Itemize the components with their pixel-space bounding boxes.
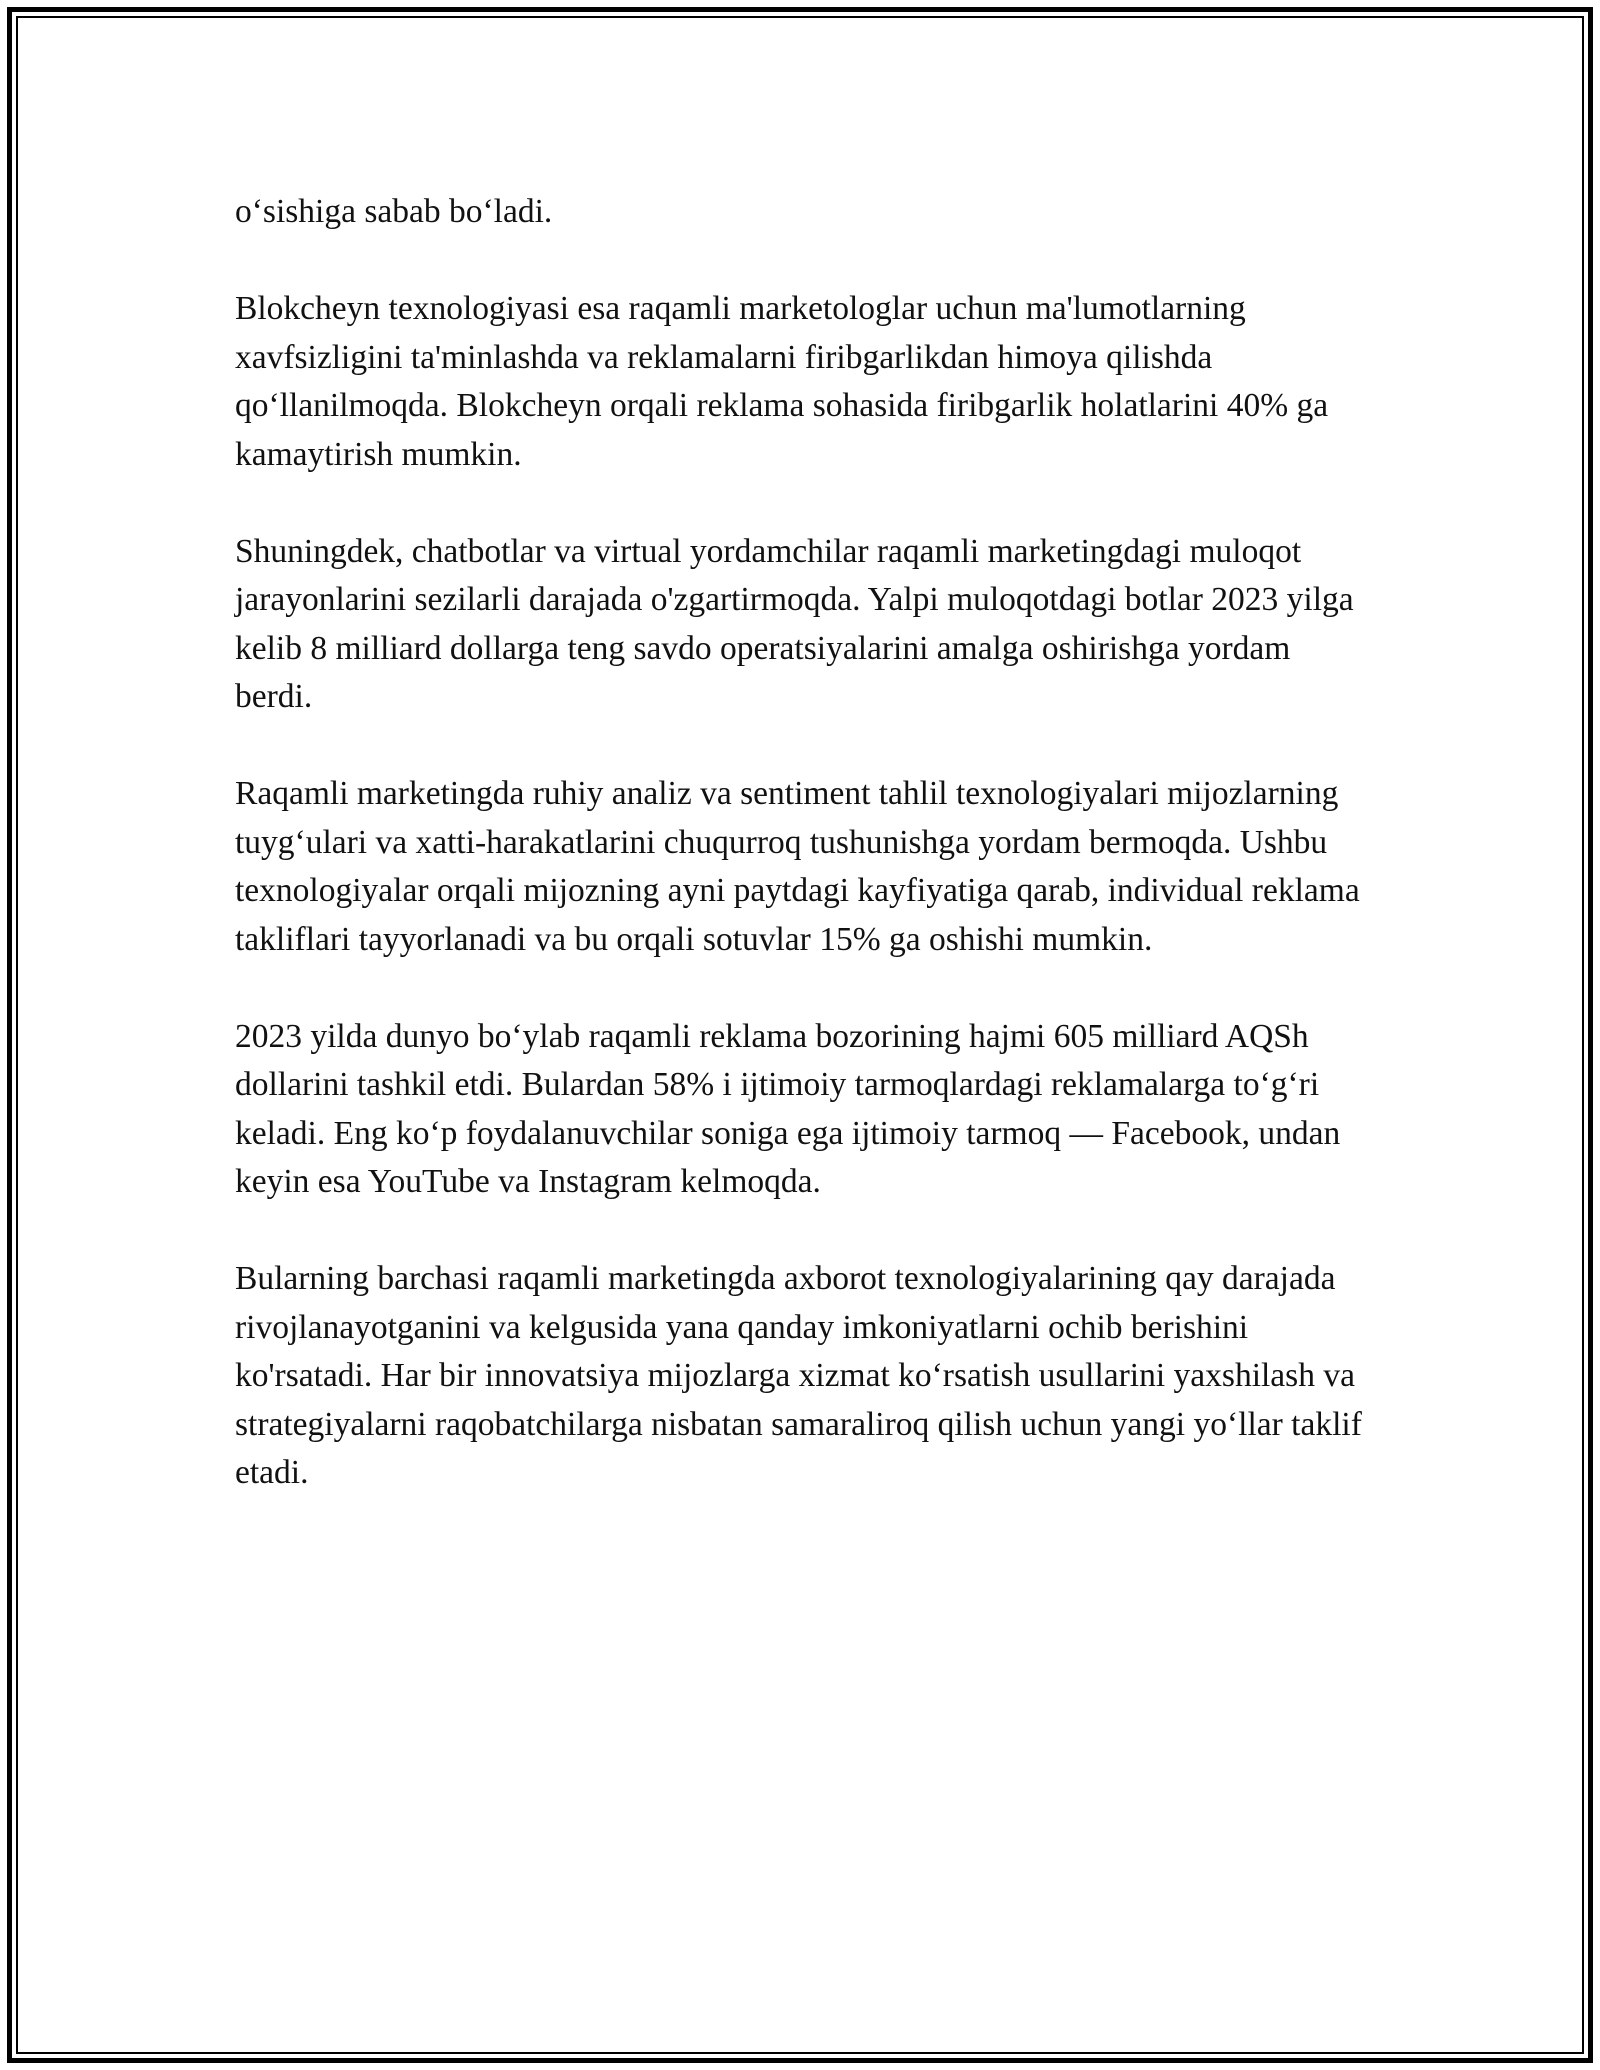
paragraph-chatbots: Shuningdek, chatbotlar va virtual yordamchilar raqamli marketingdagi muloqot jarayonlarini sezilarli darajada o'zgartirmoqda. Yalpi muloqotdagi botlar 2023 yilga kelib 8 milliard dollarga teng savdo operatsiyalarini amalga oshirishga yordam berdi.: [235, 532, 1354, 715]
paragraph-conclusion: Bularning barchasi raqamli marketingda axborot texnologiyalarining qay darajada rivojlanayotganini va kelgusida yana qanday imkoniyatlarni ochib berishini ko'rsatadi. Har bir innovatsiya mijozlarga xizmat ko‘rsatish usullarini yaxshilash va strategiyalarni raqobatchilarga nisbatan samaraliroq qilish uchun yangi yo‘llar taklif etadi.: [235, 1260, 1362, 1491]
paragraph-sentiment-analysis: Raqamli marketingda ruhiy analiz va sentiment tahlil texnologiyalari mijozlarning tuyg‘ulari va xatti-harakatlarini chuqurroq tushunishga yordam bermoqda. Ushbu texnologiyalar orqali mijozning ayni paytdagi kayfiyatiga qarab, individual reklama takliflari tayyorlanadi va bu orqali sotuvlar 15% ga oshishi mumkin.: [235, 775, 1360, 958]
paragraph-continuation: o‘sishiga sabab bo‘ladi.: [235, 193, 553, 230]
document-body: [235, 188, 1365, 1546]
paragraph-ad-market: 2023 yilda dunyo bo‘ylab raqamli reklama bozorining hajmi 605 milliard AQSh dollarini tashkil etdi. Bulardan 58% i ijtimoiy tarmoqlardagi reklamalarga to‘g‘ri keladi. Eng ko‘p foydalanuvchilar soniga ega ijtimoiy tarmoq — Facebook, undan keyin esa YouTube va Instagram kelmoqda.: [235, 1017, 1341, 1200]
paragraph-blockchain: Blokcheyn texnologiyasi esa raqamli marketologlar uchun ma'lumotlarning xavfsizligini ta'minlashda va reklamalarni firibgarlikdan himoya qilishda qo‘llanilmoqda. Blokcheyn orqali reklama sohasida firibgarlik holatlarini 40% ga kamaytirish mumkin.: [235, 290, 1329, 473]
